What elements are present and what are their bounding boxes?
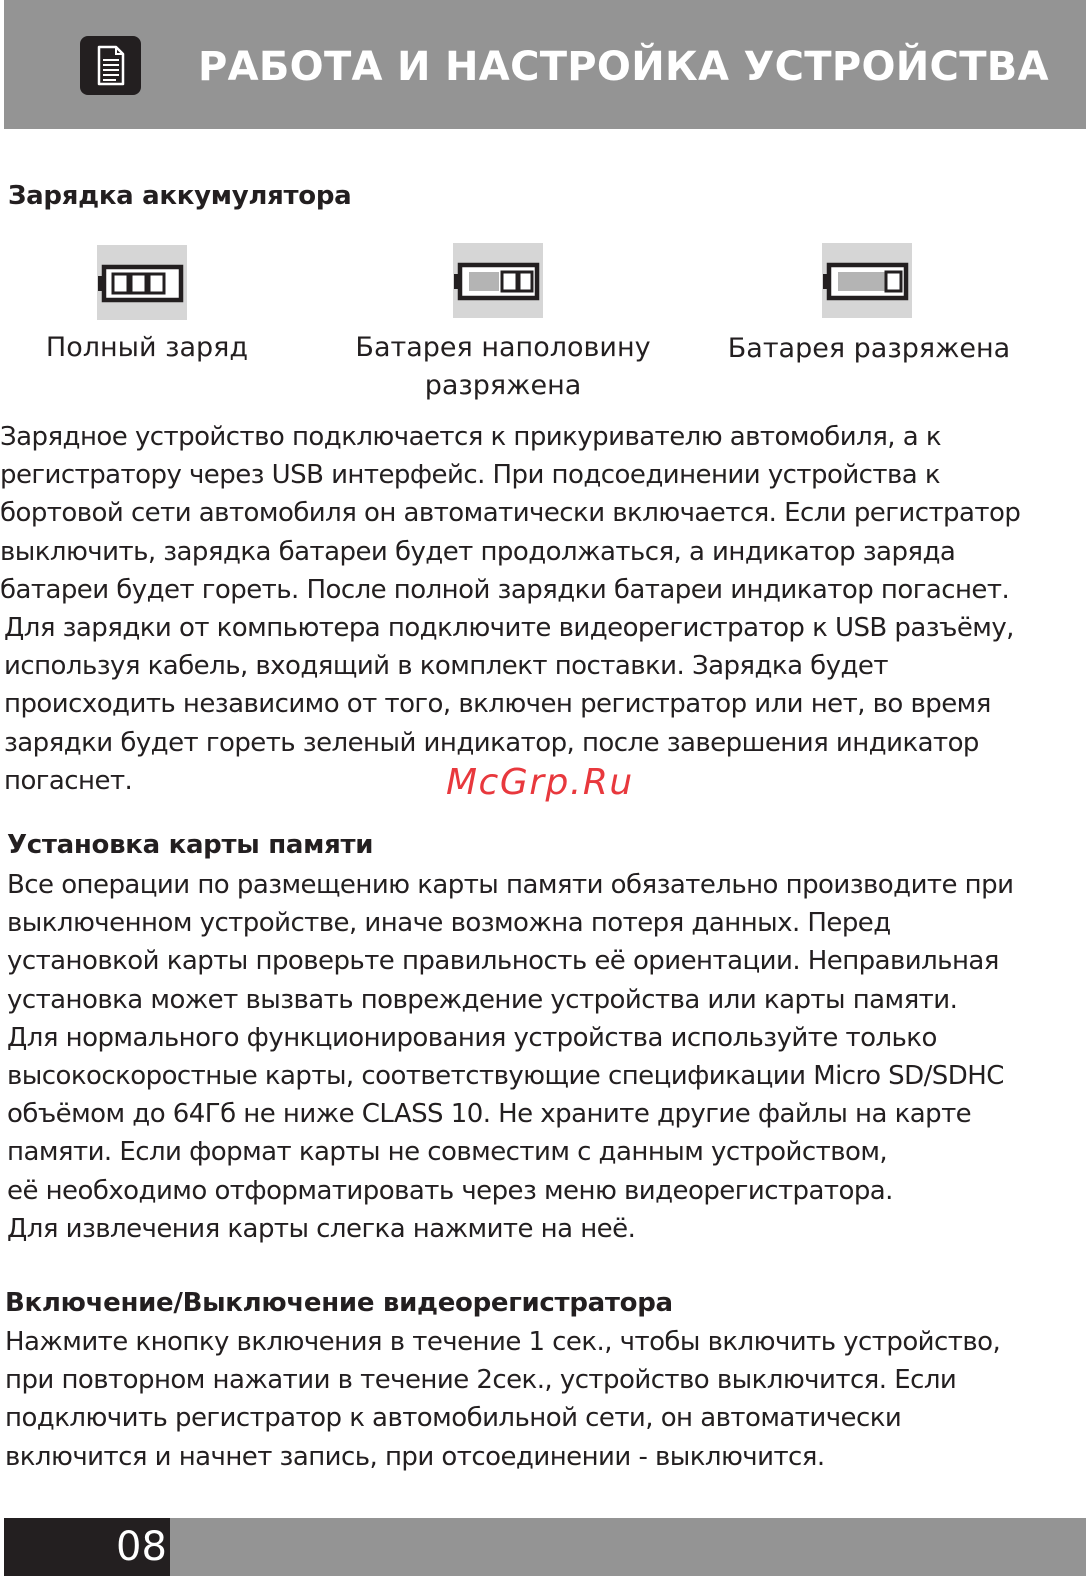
battery-half-icon (453, 243, 543, 318)
battery-caption-half: Батарея наполовину разряжена (355, 332, 651, 401)
page-number: 08 (116, 1524, 167, 1570)
section-title-memory-card: Установка карты памяти (7, 830, 374, 860)
power-paragraph: Нажмите кнопку включения в течение 1 сек., чтобы включить устройство, при повторном нажатии в течение 2сек., устройство выключится. Если подключить регистратор к автомобильной сети, он автоматически включится и начнет запись, при отсоединении - выключится. (5, 1327, 1001, 1472)
page-title: РАБОТА И НАСТРОЙКА УСТРОЙСТВА (198, 44, 1049, 90)
document-icon (80, 36, 141, 95)
battery-caption-full: Полный заряд (45, 332, 249, 363)
page-number-box (4, 1518, 170, 1576)
charging-paragraph: Зарядное устройство подключается к прикуривателю автомобиля, а к регистратору через USB интерфейс. При подсоединении устройства к бортовой сети автомобиля он автоматически включается. Если регистратор выключить, зарядка батареи будет продолжаться, а индикатор заряда батареи будет гореть. После полной зарядки батареи индикатор погаснет. Для зарядки от компьютера подключите видеорегистратор к USB разъёму, используя кабель, входящий в комплект поставки. Зарядка будет происходить независимо от того, включен регистратор или нет, во время зарядки будет гореть зеленый индикатор, после завершения индикатор погаснет. (0, 422, 1021, 796)
watermark: McGrp.Ru (446, 762, 634, 803)
section-title-power: Включение/Выключение видеорегистратора (5, 1288, 673, 1318)
battery-caption-empty: Батарея разряжена (727, 333, 1011, 364)
section-title-charging: Зарядка аккумулятора (8, 181, 352, 211)
battery-full-icon (97, 245, 187, 320)
memory-card-paragraph: Все операции по размещению карты памяти обязательно производите при выключенном устройстве, иначе возможна потеря данных. Перед установкой карты проверьте правильность её ориентации. Неправильная установка может вызвать повреждение устройства или карты памяти. Для нормального функционирования устройства используйте только высокоскоростные карты, соответствующие спецификации Micro SD/SDHC объёмом до 64Гб не ниже CLASS 10. Не храните другие файлы на карте памяти. Если формат карты не совместим с данным устройством, её необходимо отформатировать через меню видеорегистратора. Для извлечения карты слегка нажмите на неё. (7, 870, 1014, 1244)
battery-empty-icon (822, 243, 912, 318)
